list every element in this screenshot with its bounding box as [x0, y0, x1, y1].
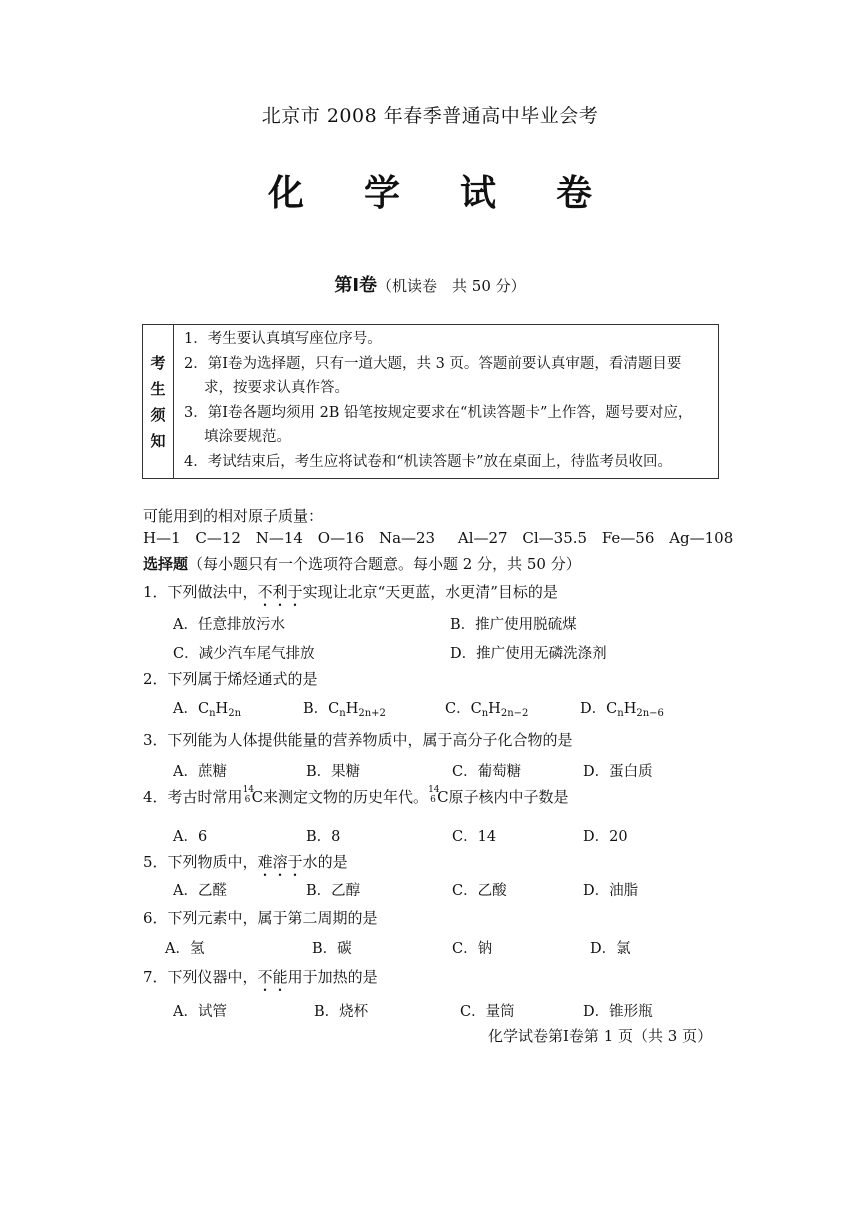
formula-subscript: n: [209, 708, 216, 719]
isotope-notation: [428, 785, 440, 805]
notice-item-number: 2．: [184, 355, 208, 372]
notice-heading-char: 生: [150, 379, 166, 398]
formula-subscript: 2n−6: [636, 708, 664, 719]
option-text: 任意排放污水: [197, 617, 285, 633]
question-text: 下列仪器中，: [167, 968, 258, 986]
option-3d: [583, 760, 653, 781]
formula-element: H: [215, 701, 229, 717]
option-label: C．: [452, 883, 478, 899]
option-label: A．: [173, 883, 198, 899]
option-text: 乙醇: [331, 883, 361, 899]
option-text: 油脂: [609, 883, 639, 899]
question-2: [143, 668, 318, 689]
option-2b: [303, 697, 386, 719]
option-text: 葡萄糖: [477, 764, 522, 780]
isotope-notation: [242, 785, 255, 805]
option-3c: [452, 760, 521, 781]
question-text: 下列属于烯烃通式的是: [167, 670, 318, 688]
option-1d: [450, 642, 607, 663]
option-6b: [312, 937, 352, 958]
notice-item: [184, 352, 712, 401]
atomic-mass-item: N—14: [255, 529, 303, 547]
option-6a: [165, 937, 204, 958]
question-text: 下列做法中，: [167, 583, 258, 601]
option-text: 钠: [477, 941, 493, 957]
option-text: 锥形瓶: [609, 1004, 653, 1020]
option-label: D．: [580, 701, 607, 717]
option-5c: [452, 879, 507, 900]
notice-item-number: 3．: [184, 404, 208, 421]
notice-item-text: 第Ⅰ卷为选择题，只有一道大题，共 3 页。答题前要认真审题，看清题目要: [207, 355, 682, 372]
exam-header: 北京市 2008 年春季普通高中毕业会考: [261, 105, 599, 127]
isotope-symbol: C: [251, 788, 264, 806]
option-4c: [452, 825, 496, 846]
question-text: 实现让北京“天更蓝，水更清”目标的是: [302, 583, 558, 601]
option-label: B．: [314, 1004, 340, 1020]
option-2d: [580, 697, 664, 719]
formula-element: C: [328, 701, 340, 717]
option-6c: [452, 937, 492, 958]
option-text: 果糖: [331, 764, 361, 780]
section-description: （每小题只有一个选项符合题意。每小题 2 分，共 50 分）: [188, 555, 581, 573]
notice-item-number: 1．: [184, 331, 208, 347]
question-1: [143, 581, 558, 610]
volume-main: 第Ⅰ卷: [334, 275, 378, 296]
question-text: 来测定文物的历史年代。: [263, 788, 429, 806]
option-label: D．: [583, 1004, 610, 1020]
question-number: 7．: [143, 968, 168, 986]
option-4d: [583, 825, 628, 846]
option-text: 氢: [189, 941, 205, 957]
option-text: 推广使用无磷洗涤剂: [476, 646, 607, 662]
option-1b: [450, 613, 577, 634]
question-number: 2．: [143, 670, 168, 688]
formula-element: H: [488, 701, 501, 717]
atomic-mass-item: C—12: [195, 529, 241, 547]
question-text: 原子核内中子数是: [448, 788, 569, 806]
notice-item-continuation: 填涂要规范。: [204, 429, 291, 445]
isotope-mass-number: 14: [428, 785, 440, 795]
question-number: 1．: [143, 583, 168, 601]
atomic-mass-item: H—1: [143, 529, 181, 547]
question-emphasis: 难溶于: [257, 853, 303, 871]
option-5b: [306, 879, 360, 900]
notice-heading-char: 知: [150, 431, 166, 450]
atomic-mass-item: Ag—108: [669, 529, 734, 547]
option-text: 减少汽车尾气排放: [198, 646, 315, 662]
section-heading: [143, 553, 581, 574]
option-7b: [314, 1000, 368, 1021]
option-label: C．: [452, 829, 478, 845]
option-label: B．: [312, 941, 338, 957]
question-3: [143, 729, 573, 750]
option-label: D．: [583, 883, 610, 899]
question-6: [143, 907, 378, 928]
question-7: [143, 966, 378, 995]
option-2a: [173, 697, 241, 719]
option-7d: [583, 1000, 653, 1021]
option-label: B．: [306, 883, 332, 899]
title-char: 卷: [556, 173, 593, 214]
option-text: 碳: [337, 941, 352, 957]
option-label: D．: [583, 829, 610, 845]
option-label: B．: [306, 764, 332, 780]
notice-item: [184, 401, 712, 450]
option-label: A．: [173, 1004, 198, 1020]
question-number: 5．: [143, 853, 168, 871]
option-text: 6: [197, 829, 208, 845]
isotope-mass-number: 14: [242, 785, 255, 795]
notice-item-number: 4．: [184, 453, 208, 470]
question-text: 下列物质中，: [167, 853, 258, 871]
option-4b: [306, 825, 340, 846]
option-1a: [173, 613, 285, 634]
option-label: A．: [165, 941, 190, 957]
option-text: 8: [331, 829, 341, 845]
formula-subscript: n: [617, 708, 624, 719]
atomic-mass-item: Cl—35.5: [522, 529, 588, 547]
isotope-atomic-number: 6: [244, 795, 251, 805]
option-label: C．: [445, 701, 471, 717]
notice-heading-char: 须: [150, 405, 166, 424]
notice-item-text: 第Ⅰ卷各题均须用 2B 铅笔按规定要求在“机读答题卡”上作答，题号要对应，: [207, 404, 693, 421]
option-3b: [306, 760, 360, 781]
option-6d: [590, 937, 631, 958]
atomic-mass-list: [143, 529, 733, 547]
question-text: 水的是: [302, 853, 348, 871]
formula-subscript: 2n+2: [358, 708, 386, 719]
option-text: 试管: [197, 1004, 227, 1020]
atomic-mass-item: Fe—56: [601, 529, 655, 547]
option-text: 量筒: [485, 1004, 515, 1020]
section-title: 选择题: [143, 555, 189, 573]
question-emphasis: 不利于: [257, 583, 303, 601]
option-text: 氯: [616, 941, 631, 957]
question-text: 下列能为人体提供能量的营养物质中，属于高分子化合物的是: [167, 731, 573, 749]
isotope-symbol: C: [437, 788, 449, 806]
formula-subscript: n: [339, 708, 346, 719]
formula-element: H: [345, 701, 359, 717]
option-label: C．: [460, 1004, 486, 1020]
volume-heading: [0, 271, 860, 297]
question-number: 3．: [143, 731, 168, 749]
exam-title: [0, 165, 860, 216]
formula-element: C: [197, 701, 210, 717]
notice-item-text: 考试结束后，考生应将试卷和“机读答题卡”放在桌面上，待监考员收回。: [207, 453, 673, 470]
question-text: 用于加热的是: [287, 968, 378, 986]
question-text: 下列元素中，属于第二周期的是: [167, 909, 378, 927]
notice-item: [184, 327, 712, 352]
notice-item-continuation: 求，按要求认真作答。: [204, 380, 349, 396]
option-text: 推广使用脱硫煤: [475, 617, 577, 633]
option-7a: [173, 1000, 227, 1021]
option-label: B．: [450, 617, 476, 633]
option-2c: [445, 697, 528, 719]
option-3a: [173, 760, 227, 781]
notice-item: [184, 450, 712, 475]
atomic-mass-item: O—16: [317, 529, 365, 547]
option-label: A．: [173, 617, 198, 633]
question-number: 4．: [143, 788, 168, 806]
option-label: C．: [452, 941, 478, 957]
option-label: D．: [590, 941, 617, 957]
question-5: [143, 851, 348, 880]
option-label: C．: [173, 646, 199, 662]
option-1c: [173, 642, 315, 663]
option-label: B．: [306, 829, 332, 845]
atomic-mass-item: Na—23: [378, 529, 436, 547]
formula-subscript: 2n−2: [500, 708, 529, 719]
title-char: 试: [460, 173, 497, 214]
option-label: D．: [583, 764, 610, 780]
page-footer: 化学试卷第Ⅰ卷第 1 页（共 3 页）: [488, 1027, 713, 1045]
option-7c: [460, 1000, 515, 1021]
formula-element: H: [623, 701, 637, 717]
option-label: A．: [173, 764, 198, 780]
option-label: B．: [303, 701, 329, 717]
option-label: A．: [173, 829, 198, 845]
option-text: 20: [609, 829, 628, 845]
option-5a: [173, 879, 227, 900]
option-label: D．: [450, 646, 477, 662]
option-text: 烧杯: [339, 1004, 369, 1020]
notice-item-text: 考生要认真填写座位序号。: [207, 331, 382, 347]
option-text: 蔗糖: [197, 764, 227, 780]
option-text: 蛋白质: [609, 764, 653, 780]
formula-subscript: 2n: [228, 708, 242, 719]
notice-body: [174, 325, 719, 479]
atomic-mass-item: Al—27: [457, 529, 508, 547]
notice-heading-char: 考: [150, 353, 166, 372]
title-char: 学: [363, 173, 400, 214]
isotope-atomic-number: 6: [430, 795, 436, 805]
option-label: C．: [452, 764, 478, 780]
formula-subscript: n: [481, 708, 489, 719]
option-5d: [583, 879, 638, 900]
option-label: A．: [173, 701, 198, 717]
formula-element: C: [470, 701, 482, 717]
notice-heading: [143, 325, 174, 479]
option-4a: [173, 825, 207, 846]
volume-sub: （机读卷 共 50 分）: [377, 277, 526, 295]
question-emphasis: 不能: [257, 968, 288, 986]
question-number: 6．: [143, 909, 168, 927]
formula-element: C: [606, 701, 618, 717]
atomic-mass-label: 可能用到的相对原子质量：: [143, 507, 324, 525]
option-text: 14: [477, 829, 497, 845]
title-char: 化: [267, 173, 304, 214]
question-4: [143, 786, 569, 807]
question-text: 考古时常用: [167, 788, 243, 806]
option-text: 乙醛: [197, 883, 227, 899]
notice-box: [142, 324, 719, 479]
option-text: 乙酸: [477, 883, 507, 899]
